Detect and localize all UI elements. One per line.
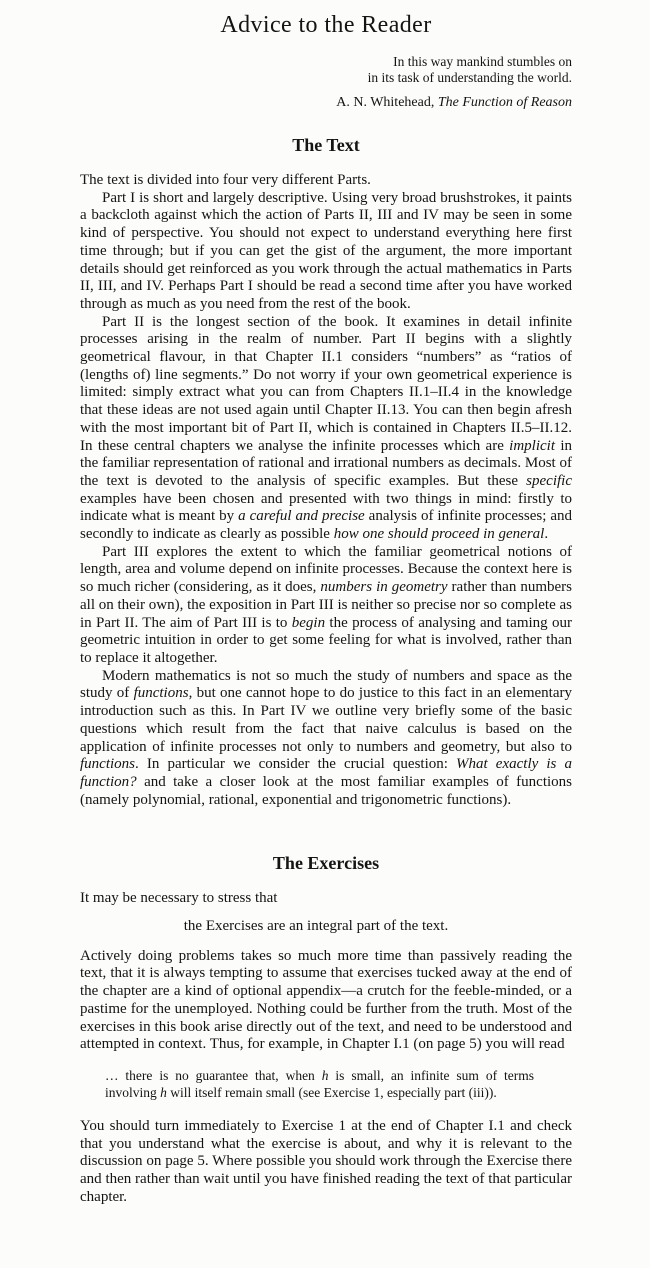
text-run: will itself remain small (see Exercise 1, especially part (iii)). <box>166 1084 497 1100</box>
italic-text-run: functions <box>133 685 189 702</box>
epigraph-line-1: In this way mankind stumbles on <box>393 54 572 69</box>
text-run: the process of analysing and taming our geometric intuition in order to get some feeling for what is involved, rather than to replace it altogether. <box>80 614 573 666</box>
text-run: Actively doing problems takes so much more time than passively reading the text, that it is always tempting to assume that exercises tucked away at the end of the chapter are a kind of optional appendix—a crutch for the feeble-minded, or a pastime for the unemployed. Nothing could be further from the truth. Most of the exercises in this book arise directly out of the text, and need to be understood and attempted in context. Thus, for example, in Chapter I.1 (on page 5) you will read <box>80 947 572 1053</box>
text-run: analysis of infinite processes; and secondly to indicate as clearly as possible <box>80 508 572 543</box>
text-run: … there is no guarantee that, when <box>105 1067 322 1083</box>
text-run: the Exercises are an integral part of the text. <box>183 918 449 935</box>
italic-text-run: numbers in geometry <box>320 579 448 596</box>
text-run: and take a closer look at the most familiar examples of functions (namely polynomial, rational, exponential and trigonometric functions). <box>80 773 572 808</box>
italic-text-run: begin <box>291 614 326 631</box>
text-run: Modern mathematics is not so much the study of numbers and space as the study of <box>80 667 572 702</box>
text-run: examples have been chosen and presented with two things in mind: firstly to indicate what is meant by <box>80 490 572 525</box>
epigraph <box>80 54 572 85</box>
epigraph-line-2: in its task of understanding the world. <box>367 69 572 85</box>
italic-text-run: h <box>160 1084 167 1100</box>
italic-text-run: h <box>321 1067 329 1083</box>
text-run: rather than numbers all on their own), the exposition in Part III is neither so precise nor so complete as in Part II. The aim of Part III is to <box>80 579 572 631</box>
italic-text-run: functions <box>80 756 135 773</box>
page-title: Advice to the Reader <box>220 12 432 38</box>
display-line <box>80 918 552 936</box>
italic-text-run: how one should proceed in general <box>333 526 545 543</box>
text-run: A. N. Whitehead, <box>336 95 438 110</box>
paragraph <box>80 890 572 908</box>
text-run: Part II is the longest section of the book. It examines in detail infinite processes arising in the realm of number. Part II begins with a slightly geometrical flavour, in that Chapter II.1 considers “numbers” as “ratios of (lengths of) line segments.” Do not worry if your own geometrical experience is limited: simply extract what you can from Chapters II.1–II.4 in the knowledge that these ideas are not used again until Chapter II.13. You can then begin afresh with the most important bit of Part II, which is contained in Chapters II.5–II.12. In these central chapters we analyse the infinite processes which are <box>80 313 572 454</box>
text-run: Part III explores the extent to which the familiar geometrical notions of length, area and volume depend on infinite processes. Because the context here is so much richer (considering, as it does, <box>80 543 572 596</box>
text-run: The text is divided into four very different Parts. <box>80 172 371 188</box>
section-heading: The Text <box>292 135 360 155</box>
text-run: You should turn immediately to Exercise 1 at the end of Chapter I.1 and check that you understand what the exercise is about, and why it is relevant to the discussion on page 5. Where possible you should work through the Exercise there and then rather than wait until you have finished reading the text of that particular chapter. <box>80 1117 572 1205</box>
text-run: It may be necessary to stress that <box>80 890 278 907</box>
paragraph <box>80 314 572 544</box>
block-quote <box>105 1067 534 1101</box>
paragraph <box>80 1118 572 1207</box>
italic-text-run: specific <box>526 472 572 489</box>
paragraph <box>80 668 572 810</box>
text-run: in the familiar representation of rational and irrational numbers as decimals. Most of the text is devoted to the analysis of specific examples. But these <box>80 437 572 489</box>
paragraph <box>80 172 572 190</box>
italic-text-run: What exactly is a function? <box>80 756 572 790</box>
text-run: . In particular we consider the crucial question: <box>135 756 457 773</box>
text-run: . <box>544 526 549 543</box>
paragraph <box>80 948 572 1054</box>
page-body <box>80 135 572 1206</box>
paragraph <box>80 190 572 314</box>
text-run: Part I is short and largely descriptive. Using very broad brushstrokes, it paints a backcloth against which the action of Parts II, III and IV may be seen in some kind of perspective. You should not expect to understand everything here first time through; but if you can get the gist of the argument, the more important details should get reinforced as you work through the actual mathematics in Parts II, III, and IV. Perhaps Part I should be read a second time after you have worked through as much as you need from the rest of the book. <box>80 189 572 312</box>
paragraph <box>80 544 572 668</box>
italic-text-run: a careful and precise <box>238 508 365 525</box>
text-run: is small, an infinite sum of terms involving <box>105 1067 535 1100</box>
text-run: , but one cannot hope to do justice to this fact in an elementary introduction such as this. In Part IV we outline very briefly some of the basic questions which result from the fact that naive calculus is based on the application of infinite processes not only to numbers and geometry, but also to <box>80 685 573 755</box>
epigraph-attribution <box>80 95 572 111</box>
italic-text-run: The Function of Reason <box>437 95 572 110</box>
section-heading: The Exercises <box>272 853 380 874</box>
italic-text-run: implicit <box>509 437 555 454</box>
